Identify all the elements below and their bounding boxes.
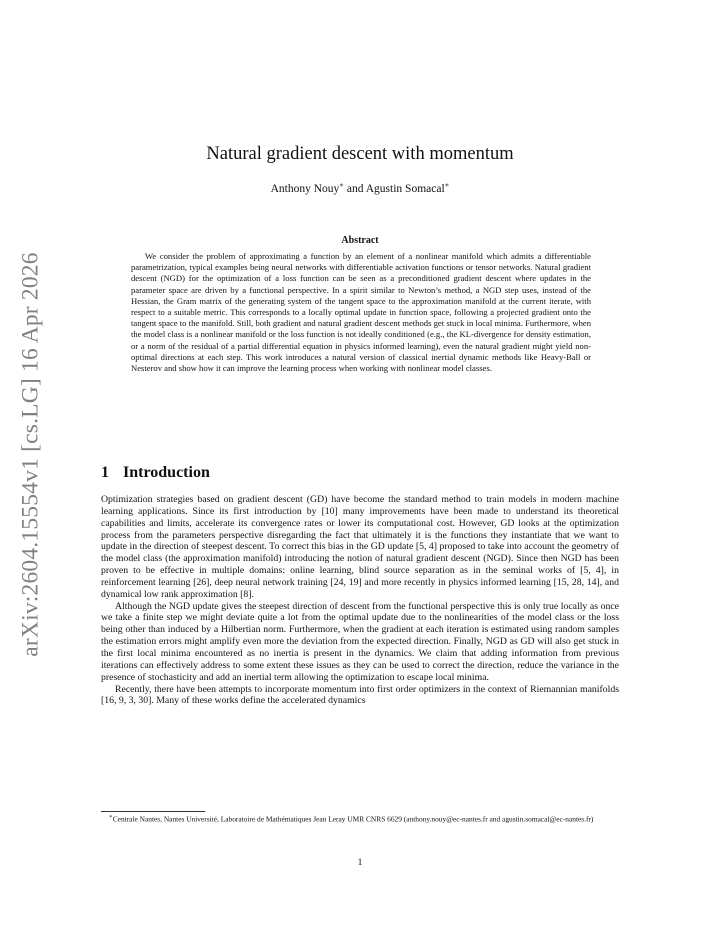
author-footnote-mark[interactable]: ∗: [444, 181, 450, 189]
footnote-rule: [101, 811, 205, 812]
footnote: [101, 813, 619, 824]
author-list: [0, 181, 720, 195]
body-paragraph: Recently, there have been attempts to incorporate momentum into first order optimizers in the context of Riemannian manifolds [16, 9, 3, 30]. Many of these works define the accelerated dynamics: [101, 683, 619, 707]
footnote-mark: ∗: [109, 814, 113, 820]
page-number: 1: [357, 858, 363, 868]
footnote-text: Centrale Nantes, Nantes Université, Laboratoire de Mathématiques Jean Leray UMR CNRS 6629 (anthony.nouy@ec-nantes.fr and agustin.somacal@ec-nantes.fr): [112, 814, 594, 824]
author-conjunction: and: [346, 182, 364, 195]
body-paragraph: Although the NGD update gives the steepest direction of descent from the functional perspective this is only true locally as once we take a finite step we might deviate quite a lot from the optimal update due to the nonlinearities of the model class or the loss being other than induced by a Hilbertian norm. Furthermore, when the gradient at each iteration is estimated using random samples the estimation errors might amplify even more the deviation from the expected direction. Finally, NGD as GD will also get stuck in the first local minima encountered as no inertia is present in the dynamics. We claim that adding information from previous iterations can effectively address to some extent these issues as they can be used to correct the direction, reduce the variance in the presence of stochasticity and add an inertial term allowing the optimization to escape local minima.: [101, 600, 619, 683]
section-title: Introduction: [123, 464, 210, 481]
author-footnote-mark[interactable]: ∗: [339, 181, 345, 189]
section-number: 1: [101, 464, 109, 481]
arxiv-stamp: [6, 251, 56, 657]
arxiv-identifier[interactable]: arXiv:2604.15554v1 [cs.LG] 16 Apr 2026: [17, 251, 44, 657]
section-heading: [101, 464, 210, 482]
abstract-text: We consider the problem of approximating a function by an element of a nonlinear manifold which admits a differentiable parametrization, typical examples being neural networks with differentiable activation functions or tensor networks. Natural gradient descent (NGD) for the optimization of a loss function can be seen as a preconditioned gradient descent where updates in the parameter space are driven by a functional perspective. In a spirit similar to Newton’s method, a NGD step uses, instead of the Hessian, the Gram matrix of the generating system of the tangent space to the approximation manifold at the current iterate, with respect to a suitable metric. This corresponds to a locally optimal update in function space, following a projected gradient onto the tangent space to the manifold. Still, both gradient and natural gradient descent methods get stuck in local minima. Furthermore, when the model class is a nonlinear manifold or the loss function is not ideally conditioned (e.g., the KL-divergence for density estimation, or a norm of the residual of a partial differential equation in physics informed learning), even the natural gradient might yield non-optimal directions at each step. This work introduces a natural version of classical inertial dynamic methods like Heavy-Ball or Nesterov and show how it can improve the learning process when working with nonlinear model classes.: [131, 251, 591, 374]
author-name: Agustin Somacal: [365, 182, 445, 195]
abstract-heading: Abstract: [341, 235, 379, 246]
paper-title: Natural gradient descent with momentum: [206, 144, 514, 164]
section-body: [101, 494, 619, 707]
author-name: Anthony Nouy: [270, 182, 340, 195]
body-paragraph: Optimization strategies based on gradient descent (GD) have become the standard method to train models in modern machine learning applications. Since its first introduction by [10] many improvements have been made to understand its theoretical capabilities and limits, accelerate its convergence rates or lower its computational cost. However, GD looks at the optimization process from the parameters perspective disregarding the fact that ultimately it is the functions they instantiate that we want to update in the direction of steepest descent. To correct this bias in the GD update [5, 4] proposed to take into account the geometry of the model class (the approximation manifold) introducing the notion of natural gradient descent (NGD). Since then NGD has been proven to be effective in multiple domains: online learning, blind source separation as in the seminal works of [5, 4], in reinforcement learning [26], deep neural network training [24, 19] and more recently in physics informed learning [15, 28, 14], and dynamical low rank approximation [8].: [101, 494, 619, 600]
